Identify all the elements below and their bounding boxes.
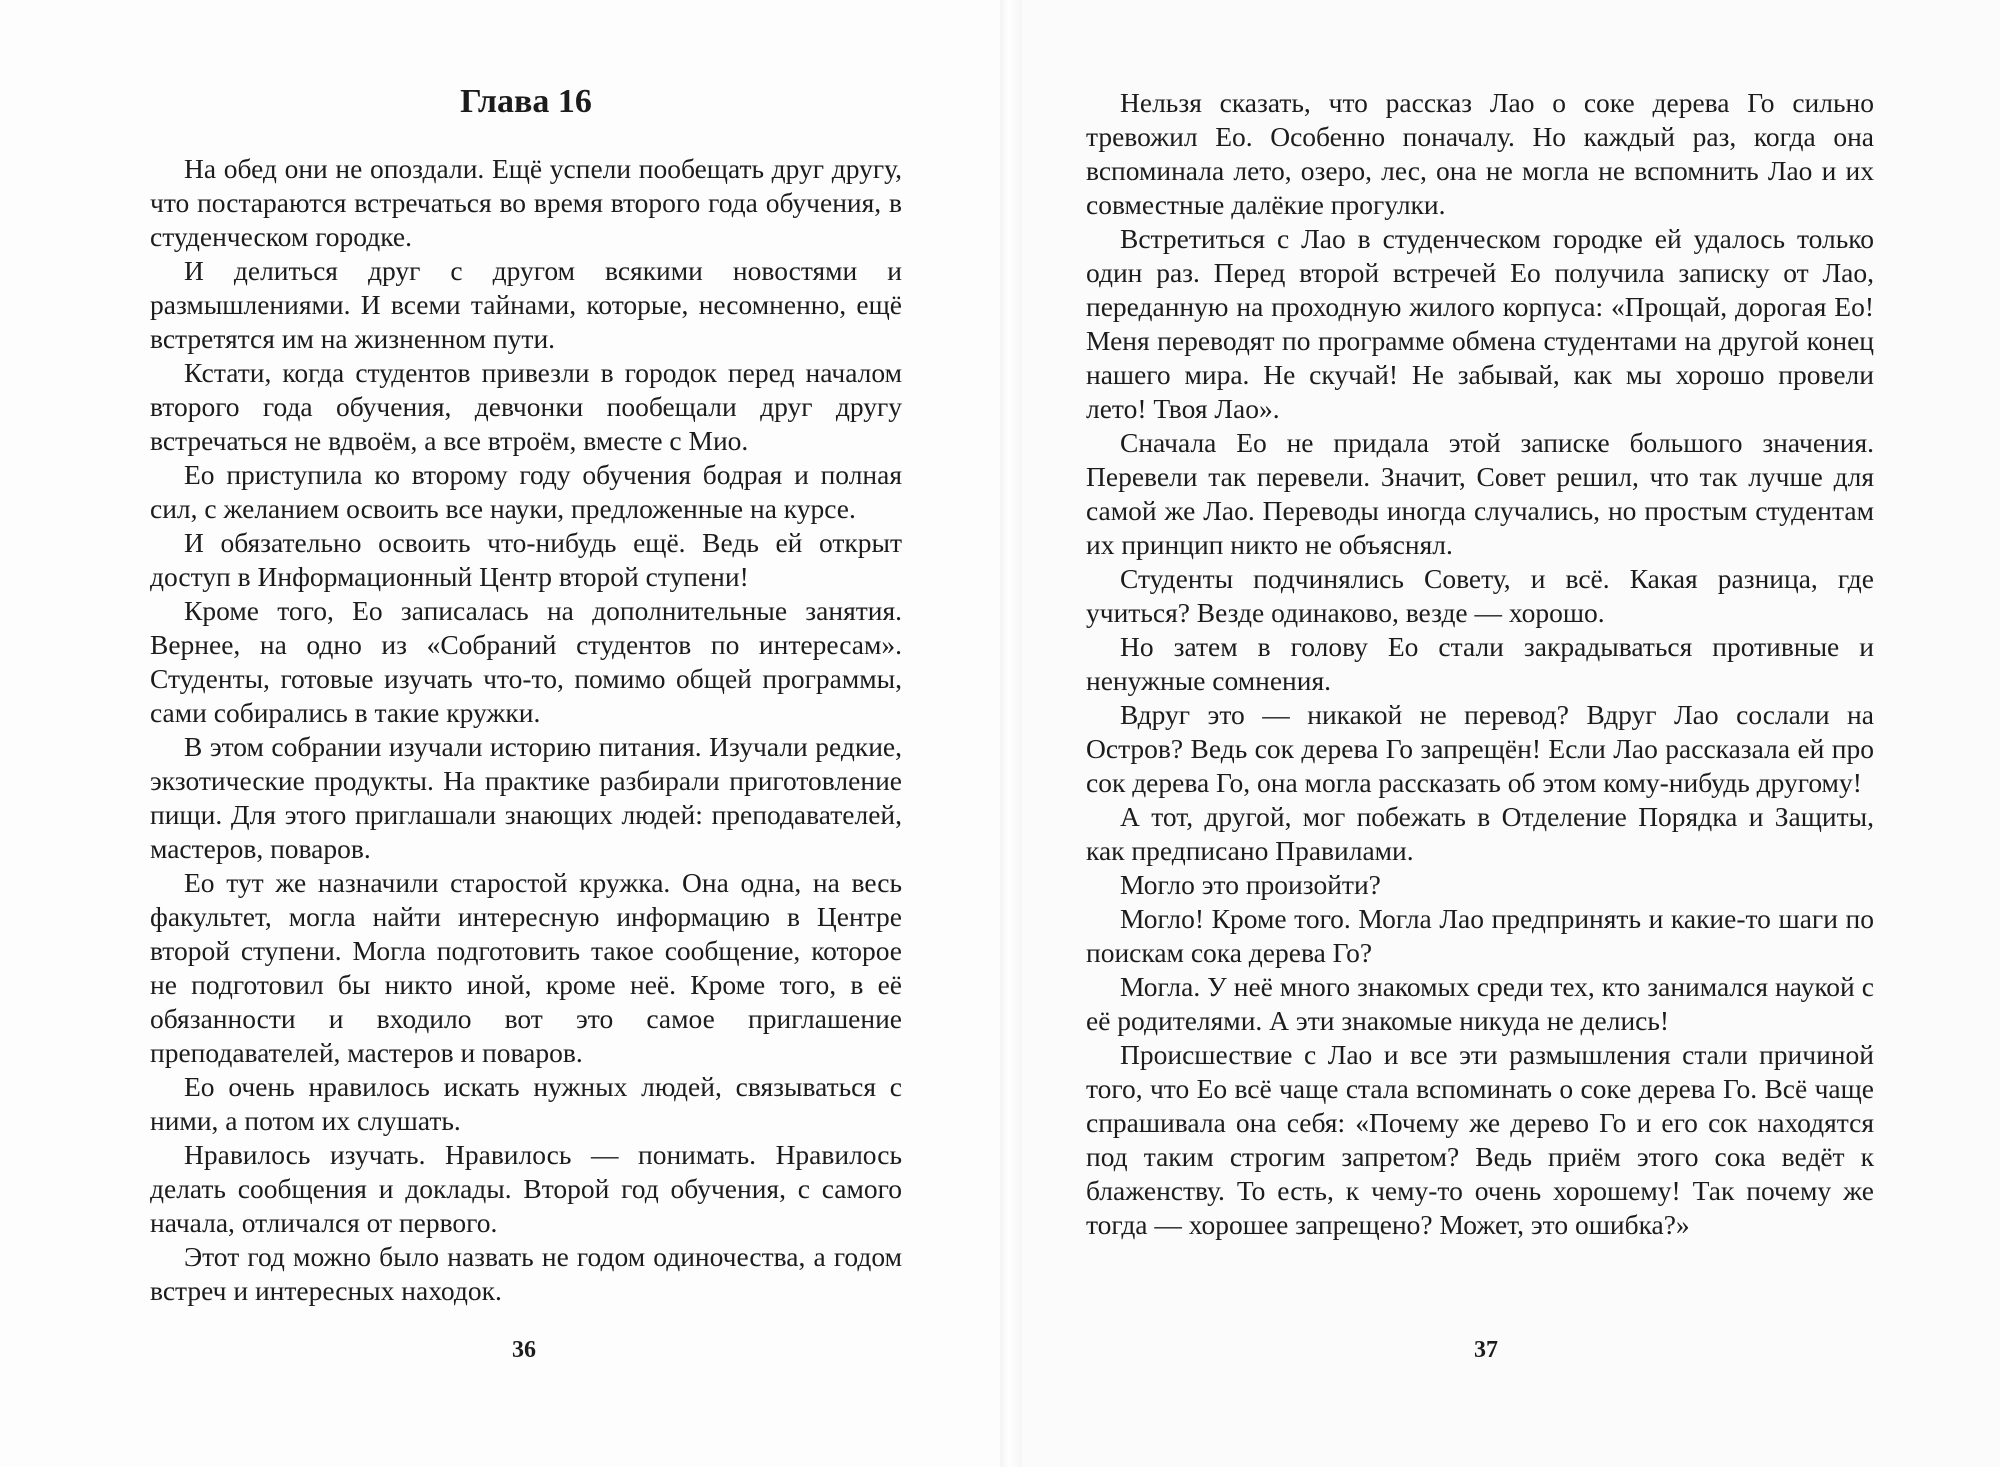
right-page bbox=[1022, 0, 2000, 1467]
paragraph: Могло это произойти? bbox=[1120, 869, 1381, 900]
paragraph: Ео приступила ко второму году обучения бодрая и полная сил, с желанием освоить все науки, предложенные на курсе. bbox=[150, 459, 902, 524]
paragraph: Кроме того, Ео записалась на дополнительные занятия. Вернее, на одно из «Собраний студентов по интересам». Студенты, готовые изучать что-то, помимо общей программы, сами собирались в такие кружки. bbox=[150, 595, 902, 728]
paragraph: И обязательно освоить что-нибудь ещё. Ведь ей открыт доступ в Информационный Центр второй ступени! bbox=[150, 527, 902, 592]
paragraph: Сначала Ео не придала этой записке большого значения. Перевели так перевели. Значит, Совет решил, что так лучше для самой же Лао. Переводы иногда случались, но простым студентам их принцип никто не объяснял. bbox=[1086, 427, 1874, 560]
right-page-text bbox=[1086, 86, 1874, 1242]
paragraph: Ео тут же назначили старостой кружка. Она одна, на весь факультет, могла найти интересную информацию в Центре второй ступени. Могла подготовить такое сообщение, которое не подготовил бы никто иной, кроме неё. Кроме того, в её обязанности и входило вот это самое приглашение преподавателей, мастеров и поваров. bbox=[150, 867, 902, 1068]
paragraph: Происшествие с Лао и все эти размышления стали причиной того, что Ео всё чаще стала вспоминать о соке дерева Го. Всё чаще спрашивала она себя: «Почему же дерево Го и его сок находятся под таким строгим запретом? Ведь приём этого сока ведёт к блаженству. То есть, к чему-то очень хорошему! Так почему же тогда — хорошее запрещено? Может, это ошибка?» bbox=[1086, 1039, 1874, 1240]
paragraph: Этот год можно было назвать не годом одиночества, а годом встреч и интересных находок. bbox=[150, 1241, 902, 1306]
paragraph: Нельзя сказать, что рассказ Лао о соке дерева Го сильно тревожил Ео. Особенно поначалу. Но каждый раз, когда она вспоминала лето, озеро, лес, она не могла не вспомнить Лао и их совместные далёкие прогулки. bbox=[1086, 87, 1874, 220]
paragraph: В этом собрании изучали историю питания. Изучали редкие, экзотические продукты. На практике разбирали приготовление пищи. Для этого приглашали знающих людей: преподавателей, мастеров, поваров. bbox=[150, 731, 902, 864]
book-gutter bbox=[1000, 0, 1022, 1467]
paragraph: Могла. У неё много знакомых среди тех, кто занимался наукой с её родителями. А эти знакомые никуда не делись! bbox=[1086, 971, 1874, 1036]
page-number-left: 36 bbox=[512, 1337, 536, 1363]
paragraph: Ео очень нравилось искать нужных людей, связываться с ними, а потом их слушать. bbox=[150, 1071, 902, 1136]
paragraph: Кстати, когда студентов привезли в городок перед началом второго года обучения, девчонки пообещали друг другу встречаться не вдвоём, а все втроём, вместе с Мио. bbox=[150, 357, 902, 456]
paragraph: Вдруг это — никакой не перевод? Вдруг Лао сослали на Остров? Ведь сок дерева Го запрещён! Если Лао рассказала ей про сок дерева Го, она могла рассказать об этом кому-нибудь другому! bbox=[1086, 699, 1874, 798]
paragraph: Нравилось изучать. Нравилось — понимать. Нравилось делать сообщения и доклады. Второй год обучения, с самого начала, отличался от первого. bbox=[150, 1139, 902, 1238]
left-page-text bbox=[150, 152, 902, 1308]
paragraph: На обед они не опоздали. Ещё успели пообещать друг другу, что постараются встречаться во время второго года обучения, в студенческом городке. bbox=[150, 153, 902, 252]
page-number-right: 37 bbox=[1474, 1337, 1498, 1363]
chapter-title: Глава 16 bbox=[460, 83, 592, 120]
paragraph: Но затем в голову Ео стали закрадываться противные и ненужные сомнения. bbox=[1086, 631, 1874, 696]
paragraph: Могло! Кроме того. Могла Лао предпринять и какие-то шаги по поискам сока дерева Го? bbox=[1086, 903, 1874, 968]
paragraph: Студенты подчинялись Совету, и всё. Какая разница, где учиться? Везде одинаково, везде — хорошо. bbox=[1086, 563, 1874, 628]
paragraph: И делиться друг с другом всякими новостями и размышлениями. И всеми тайнами, которые, несомненно, ещё встретятся им на жизненном пути. bbox=[150, 255, 902, 354]
paragraph: Встретиться с Лао в студенческом городке ей удалось только один раз. Перед второй встречей Ео получила записку от Лао, переданную на проходную жилого корпуса: «Прощай, дорогая Ео! Меня переводят по программе обмена студентами на другой конец нашего мира. Не скучай! Не забывай, как мы хорошо провели лето! Твоя Лао». bbox=[1086, 223, 1874, 424]
paragraph: А тот, другой, мог побежать в Отделение Порядка и Защиты, как предписано Правилами. bbox=[1086, 801, 1874, 866]
